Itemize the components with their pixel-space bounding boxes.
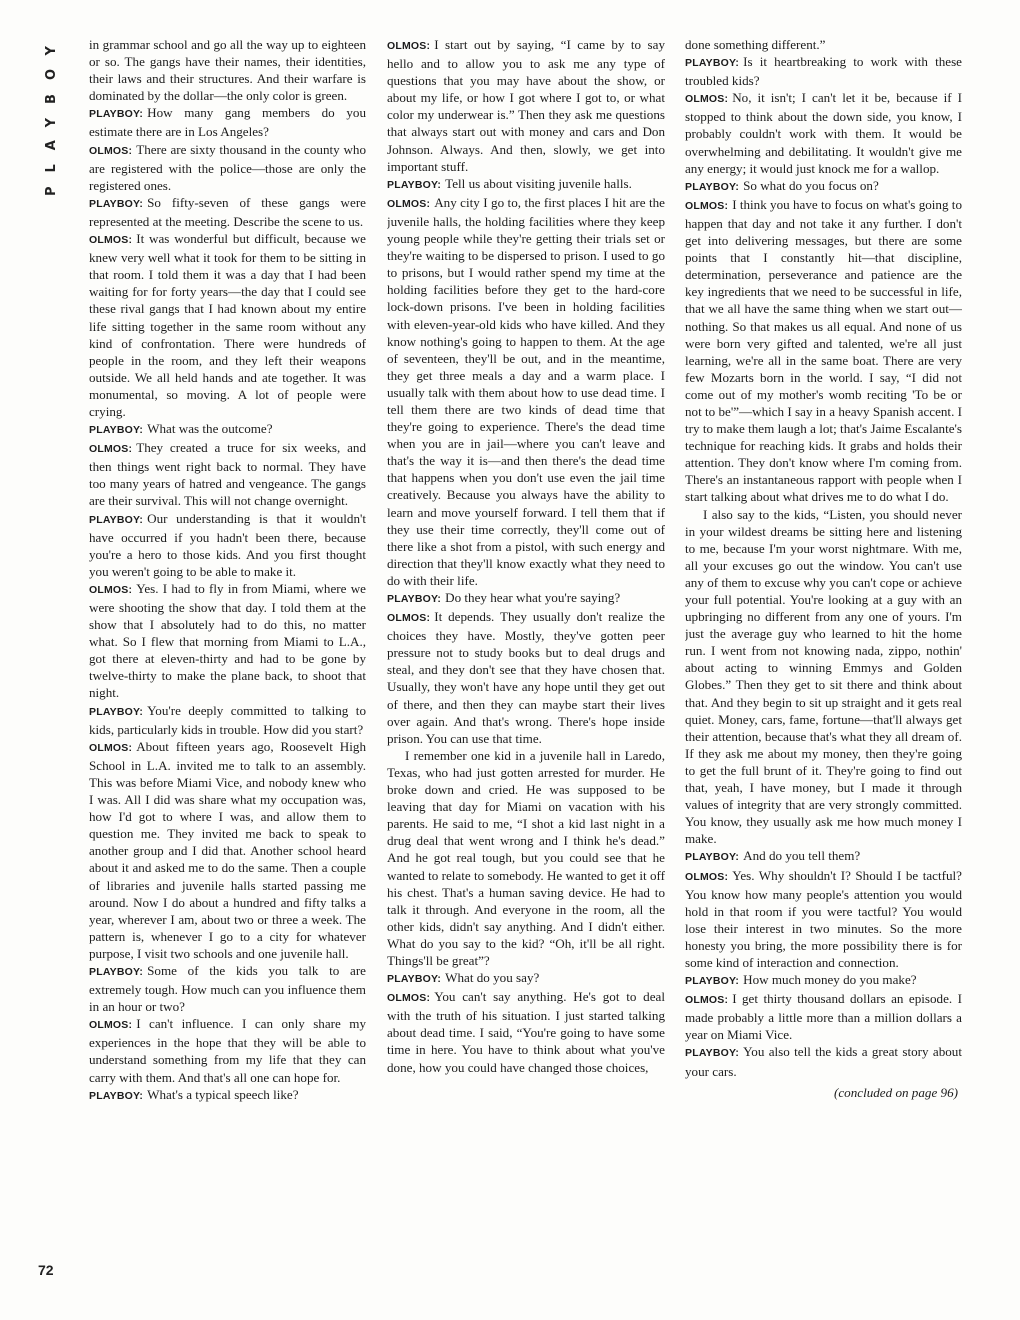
paragraph-text: So fifty-seven of these gangs were represented at the meeting. Describe the scene to us. [89, 194, 366, 229]
interview-paragraph [387, 608, 665, 747]
speaker-label: PLAYBOY: [89, 705, 144, 718]
interview-paragraph [89, 510, 366, 580]
speaker-label: PLAYBOY: [387, 178, 442, 191]
paragraph-text: Is it heartbreaking to work with these troubled kids? [685, 54, 962, 89]
interview-paragraph [89, 104, 366, 140]
paragraph-text: Do they hear what you're saying? [445, 590, 621, 605]
interview-paragraph [387, 175, 665, 194]
speaker-label: PLAYBOY: [89, 965, 144, 978]
interview-paragraph [685, 36, 962, 53]
speaker-label: PLAYBOY: [685, 1047, 740, 1060]
interview-paragraph [685, 506, 962, 848]
paragraph-text: done something different.” [685, 37, 826, 52]
speaker-label: OLMOS: [685, 93, 729, 106]
paragraph-text: in grammar school and go all the way up to eighteen or so. The gangs have their names, their identities, their laws and their structures. And their warfare is dominated by the dollar—the only color is green. [89, 37, 366, 104]
speaker-label: PLAYBOY: [685, 180, 740, 193]
interview-paragraph [685, 196, 962, 506]
paragraph-text: I think you have to focus on what's going to happen that day and not take it any further. I don't get into delivering messages, but there are some points that I constantly hit—that discipline, determination, perseverance and patience are the key ingredients that we need to be successful in life, that we all have the same thing when we start out—nothing. So that makes us all equal. And none of us were born very gifted and talented, we're all just learning, we're all in the same boat. There are very few Mozarts born in the world. I say, “I did not come out of my mother's womb reciting 'To be or not to be'”—which I say in a heavy Spanish accent. I try to make them laugh a lot; that's Jaime Escalante's technique for reaching kids. It grabs and holds their attention. They don't know where I'm coming from. There's an instantaneous rapport with people when I start talking about what drives me to do what I do. [685, 196, 962, 505]
speaker-label: PLAYBOY: [89, 108, 144, 121]
paragraph-text: I remember one kid in a juvenile hall in Laredo, Texas, who had just gotten arrested for murder. He broke down and cried. He was supposed to be leaving that day for Miami on vacation with his parents. He said to me, “I shot a kid last night in a drug deal that went wrong and I think he's dead.” And he got real tough, but you could see that he wanted to relate to somebody. He wanted to get it off his chest. That's a human saving device. He had to talk it through. And everyone in the room, all the other kids, didn't say anything. And I didn't either. What do you say to the kid? “Oh, it'll be all right. Things'll be great”? [387, 747, 665, 968]
speaker-label: OLMOS: [89, 583, 133, 596]
paragraph-text: About fifteen years ago, Roosevelt High School in L.A. invited me to talk to an assembly. This was before Miami Vice, and nobody knew who I was. All I did was share what my occupation was, how I'd got to where I was, and allow them to question me. They invited me back to speak to another group and I did that. Another school heard about it and asked me to do the same. Then a couple of libraries and juvenile halls started passing me around. Now I do about a hundred and fifty talks a year, wherever I am, about two or three a week. The pattern is, whenever I go to a city for whatever purpose, I visit two schools and one juvenile hall. [89, 738, 366, 961]
interview-paragraph [89, 194, 366, 230]
speaker-label: OLMOS: [89, 443, 133, 456]
paragraph-text: So what do you focus on? [743, 177, 879, 193]
paragraph-text: Yes. I had to fly in from Miami, where we were shooting the show that day. I told them at the show that I absolutely had to do this, no matter what. So I flew that morning from Miami to L.A., got there at eleven-thirty and had to be gone by twelve-thirty to make the plane back, to shoot that night. [89, 580, 366, 701]
interview-paragraph [89, 1015, 366, 1085]
speaker-label: OLMOS: [89, 1019, 133, 1032]
speaker-label: OLMOS: [685, 199, 729, 212]
paragraph-text: How much money do you make? [743, 972, 917, 988]
paragraph-text: Any city I go to, the first places I hit are the juvenile halls, the holding facilities where they keep young people while they're getting their trials set or they're waiting to be dispersed to prison. I used to go to prisons, but I would rather spend my time at the holding facilities before they get to the hard-core lock-down prisons. I've been in holding facilities with eleven-year-old kids who have killed. And they know nothing's going to happen to them. At the age of seventeen, they'll be out, and in the meantime, they get three meals a day and a warm place. I usually talk with them about how to use dead time. I tell them there are two kinds of dead time that they're going to experience. There's the dead time when you are in jail—where you can't leave and that's the way it is—and then there's the dead time that happens when you don't use even the jail time creatively. Because you always have the ability to learn and move yourself forward. I tell them that if they use their time correctly, they'll come out of there like a shot from a pistol, with such energy and direction that they'll know exactly what they need to do with their life. [387, 194, 665, 588]
speaker-label: PLAYBOY: [387, 973, 442, 986]
paragraph-text: It depends. They usually don't realize the choices they have. Mostly, they've gotten peer pressure not to study books but to deal drugs and steal, and they don't see that they have chosen that. Usually, they won't have any hope until they get out of there, and then they can maybe start their lives over again. And that's wrong. There's hope inside prison. You can use that time. [387, 609, 665, 746]
interview-paragraph [387, 589, 665, 608]
interview-paragraph [89, 230, 366, 420]
interview-paragraph [387, 747, 665, 969]
interview-paragraph [387, 969, 665, 988]
speaker-label: PLAYBOY: [89, 424, 144, 437]
interview-paragraph [89, 36, 366, 104]
interview-paragraph [685, 89, 962, 176]
speaker-label: PLAYBOY: [685, 975, 740, 988]
article-column-2 [387, 36, 665, 1296]
interview-paragraph [685, 971, 962, 990]
interview-paragraph [89, 141, 366, 194]
speaker-label: PLAYBOY: [685, 57, 740, 70]
interview-paragraph [89, 439, 366, 509]
speaker-label: PLAYBOY: [387, 593, 442, 605]
interview-paragraph [685, 990, 962, 1043]
speaker-label: PLAYBOY: [89, 197, 144, 210]
article-column-3 [685, 36, 962, 1296]
paragraph-text: You can't say anything. He's got to deal with the truth of his situation. I just started talking about dead time. I said, “You're going to have some time in here. You have to think about what you've done, how you could have changed those choices, [387, 989, 665, 1075]
interview-paragraph [387, 36, 665, 175]
interview-paragraph [685, 53, 962, 89]
interview-paragraph [89, 420, 366, 439]
paragraph-text: They created a truce for six weeks, and then things went right back to normal. They have too many years of hatred and vengeance. The gangs are their survival. This will not change overnight. [89, 440, 366, 509]
paragraph-text: What's a typical speech like? [147, 1086, 299, 1102]
paragraph-text: You also tell the kids a great story about your cars. [685, 1044, 962, 1079]
article-column-1 [89, 36, 366, 1296]
speaker-label: OLMOS: [387, 612, 431, 625]
speaker-label: OLMOS: [89, 144, 133, 157]
speaker-label: OLMOS: [89, 234, 133, 247]
speaker-label: OLMOS: [685, 994, 729, 1007]
paragraph-text: Tell us about visiting juvenile halls. [445, 175, 632, 191]
paragraph-text: Some of the kids you talk to are extremely tough. How much can you influence them in an hour or two? [89, 962, 366, 1015]
paragraph-text: It was wonderful but difficult, because we knew very well what it took for them to be sitting in that room. I told them it was a day that I had been waiting for for forty years—the day that I could see these rival gangs that I had known about my entire life sitting together in the same room without any kind of confrontation. There were hundreds of people in the room, and they left their weapons outside. We all held hands and ate together. It was monumental, so moving. A lot of people were crying. [89, 231, 366, 419]
interview-paragraph [387, 988, 665, 1075]
speaker-label: OLMOS: [387, 197, 431, 210]
paragraph-text: What do you say? [445, 970, 540, 986]
paragraph-text: And do you tell them? [743, 848, 861, 864]
paragraph-text: I can't influence. I can only share my experiences in the hope that they will be able to understand something from my life that they can carry with them. And that's all one can hope for. [89, 1016, 366, 1085]
interview-paragraph [387, 194, 665, 589]
speaker-label: PLAYBOY: [89, 1089, 144, 1102]
continuation-note: (concluded on page 96) [834, 1084, 958, 1100]
interview-paragraph [89, 580, 366, 702]
magazine-masthead: PLAYBOY [44, 32, 59, 196]
speaker-label: PLAYBOY: [685, 851, 740, 864]
interview-paragraph [685, 847, 962, 866]
speaker-label: OLMOS: [387, 992, 431, 1005]
page-number: 72 [38, 1262, 54, 1278]
interview-paragraph [685, 177, 962, 196]
interview-paragraph [685, 1043, 962, 1079]
interview-paragraph [89, 1086, 366, 1105]
paragraph-text: I get thirty thousand dollars an episode. I made probably a little more than a million dollars a year on Miami Vice. [685, 991, 962, 1043]
speaker-label: OLMOS: [89, 741, 133, 754]
interview-paragraph [89, 962, 366, 1015]
paragraph-text: What was the outcome? [147, 421, 273, 437]
paragraph-text: I also say to the kids, “Listen, you should never in your wildest dreams be sitting here and listening to me, because I'm your worst nightmare. With me, all your excuses go out the window. You can't use any of them to excuse why you can't cope or achieve your full potential. You're looking at a guy with an upbringing no different from any one of yours. I'm just the average guy who learned to hit the home run. I went from not knowing nada, zippo, nothin' about acting to winning Emmys and Golden Globes.” Then they get to sit there and think about that. And they begin to sit up straight and it gets real quiet. Money, cars, fame, fortune—that'll always get their attention, because that's what they all dream of. If they ask me about my money, then they're going to get the full brunt of it. They're going to find out that, yeah, I have money, but I made it through values of integrity that are very strongly committed. You know, they usually ask me how much money I make. [685, 506, 962, 847]
speaker-label: PLAYBOY: [89, 513, 144, 526]
paragraph-text: No, it isn't; I can't let it be, because if I stopped to think about the down side, you know, I probably couldn't work with them. It would be overwhelming and debilitating. It wouldn't give me any energy; it would just knock me for a wallop. [685, 90, 962, 176]
paragraph-text: Yes. Why shouldn't I? Should I be tactful? You know how many people's attention you would hold in that room if you were tactful? You would lose their interest in two minutes. So the more honesty you bring, the more possibility there is for some kind of interaction and connection. [685, 867, 962, 970]
paragraph-text: You're deeply committed to talking to kids, particularly kids in trouble. How did you start? [89, 702, 366, 737]
paragraph-text: How many gang members do you estimate there are in Los Angeles? [89, 105, 366, 140]
interview-paragraph [685, 867, 962, 972]
paragraph-text: There are sixty thousand in the county who are registered with the police—those are only the registered ones. [89, 141, 366, 193]
speaker-label: OLMOS: [387, 40, 431, 52]
interview-paragraph [89, 738, 366, 962]
speaker-label: OLMOS: [685, 870, 729, 883]
paragraph-text: I start out by saying, “I came by to say hello and to allow you to ask me any type of questions that you may have about the show, or about my life, or how I got where I got to, or what color my underwear is.” Then they ask me questions that always start out with money and cars and Don Johnson. Always. And then, slowly, we get into important stuff. [387, 37, 665, 174]
interview-paragraph [89, 702, 366, 738]
paragraph-text: Our understanding is that it wouldn't have occurred if you hadn't been there, because you're a hero to those kids. And you first thought you weren't going to be able to make it. [89, 510, 366, 579]
